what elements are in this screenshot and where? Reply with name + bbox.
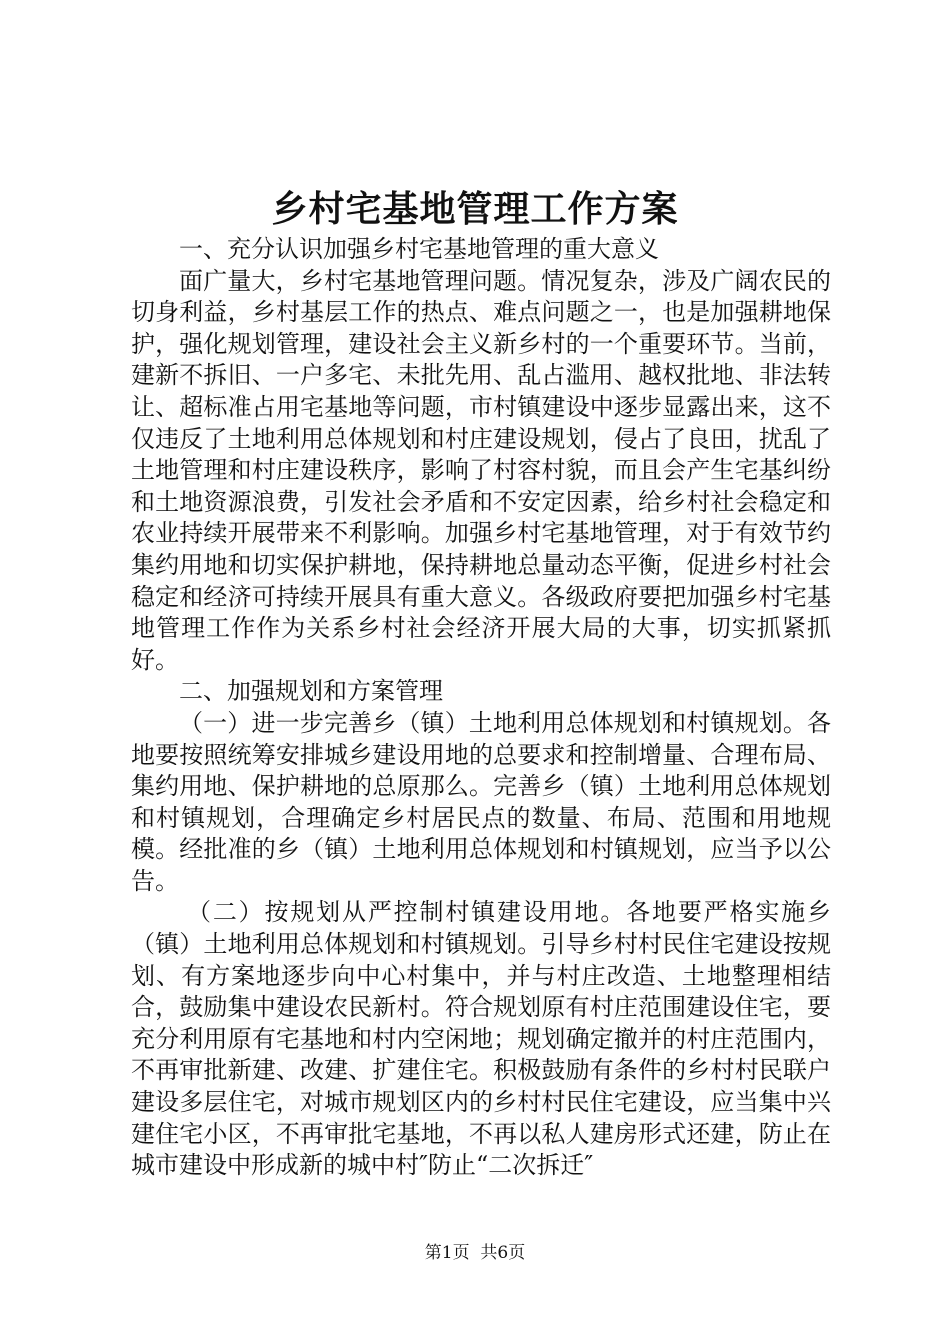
body-paragraph-3: （二）按规划从严控制村镇建设用地。各地要严格实施乡（镇）土地利用总体规划和村镇规划。引导乡村村民住宅建设按规划、有方案地逐步向中心村集中，并与村庄改造、土地整理相结合，鼓励集中建设农民新村。符合规划原有村庄范围建设住宅，要充分利用原有宅基地和村内空闲地；规划确定撤并的村庄范围内，不再审批新建、改建、扩建住宅。积极鼓励有条件的乡村村民联户建设多层住宅，对城市规划区内的乡村村民住宅建设，应当集中兴建住宅小区，不再审批宅基地，不再以私人建房形式还建，防止在城市建设中形成新的城中村″防止“二次拆迁″ <box>131 898 831 1180</box>
section-heading-2: 二、加强规划和方案管理 <box>179 677 443 706</box>
document-title: 乡村宅基地管理工作方案 <box>271 188 679 230</box>
document-body <box>131 234 831 1182</box>
body-paragraph-1: 面广量大，乡村宅基地管理问题。情况复杂，涉及广阔农民的切身利益，乡村基层工作的热点、难点问题之一，也是加强耕地保护，强化规划管理，建设社会主义新乡村的一个重要环节。当前，建新不拆旧、一户多宅、未批先用、乱占滥用、越权批地、非法转让、超标准占用宅基地等问题，市村镇建设中逐步显露出来，这不仅违反了土地利用总体规划和村庄建设规划，侵占了良田，扰乱了土地管理和村庄建设秩序，影响了村容村貌，而且会产生宅基纠纷和土地资源浪费，引发社会矛盾和不安定因素，给乡村社会稳定和农业持续开展带来不利影响。加强乡村宅基地管理，对于有效节约集约用地和切实保护耕地，保持耕地总量动态平衡，促进乡村社会稳定和经济可持续开展具有重大意义。各级政府要把加强乡村宅基地管理工作作为关系乡村社会经济开展大局的大事，切实抓紧抓好。 <box>131 266 831 674</box>
body-paragraph-2: （一）进一步完善乡（镇）土地利用总体规划和村镇规划。各地要按照统筹安排城乡建设用地的总要求和控制增量、合理布局、集约用地、保护耕地的总原那么。完善乡（镇）土地利用总体规划和村镇规划，合理确定乡村居民点的数量、布局、范围和用地规模。经批准的乡（镇）土地利用总体规划和村镇规划，应当予以公告。 <box>131 708 831 895</box>
section-heading-1: 一、充分认识加强乡村宅基地管理的重大意义 <box>179 235 659 263</box>
page-number-footer: 第1页 共6页 <box>424 1243 526 1263</box>
